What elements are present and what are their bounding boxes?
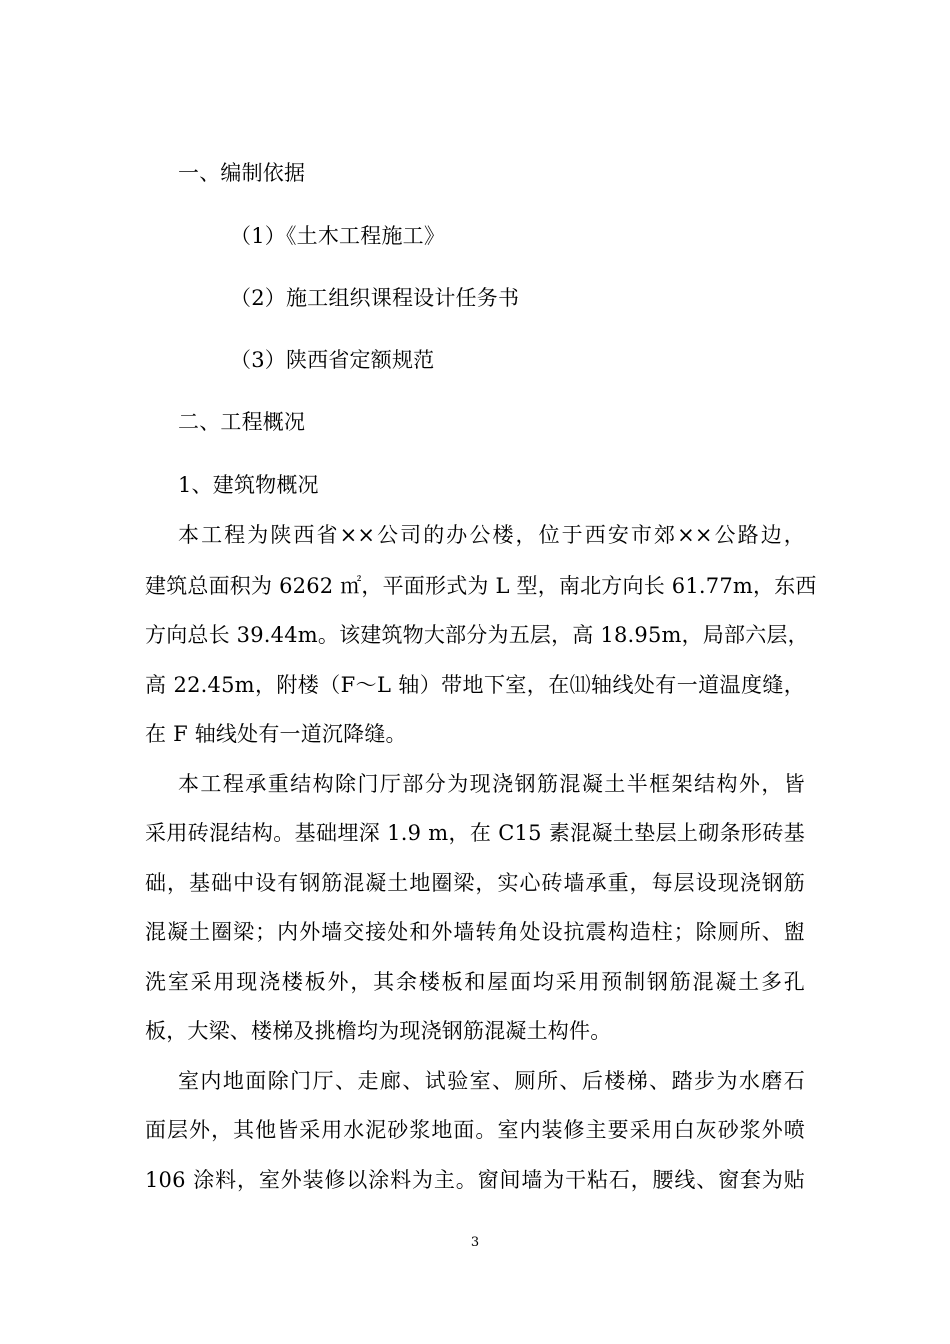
paragraph2-line: 混凝土圈梁；内外墙交接处和外墙转角处设抗震构造柱；除厕所、盥 xyxy=(145,920,805,944)
paragraph1-line: 高 22.45m，附楼（F～L 轴）带地下室，在⑾轴线处有一道温度缝， xyxy=(145,673,805,697)
basis-item-3: （3）陕西省定额规范 xyxy=(230,348,435,372)
section-heading-overview: 二、工程概况 xyxy=(178,410,306,434)
section-heading-basis: 一、编制依据 xyxy=(178,161,306,185)
paragraph3-line: 室内地面除门厅、走廊、试验室、厕所、后楼梯、踏步为水磨石 xyxy=(178,1069,805,1093)
paragraph1-line: 在 F 轴线处有一道沉降缝。 xyxy=(145,722,407,746)
paragraph2-line: 板，大梁、楼梯及挑檐均为现浇钢筋混凝土构件。 xyxy=(145,1019,612,1043)
subsection-heading-building: 1、建筑物概况 xyxy=(178,473,319,497)
paragraph1-line: 建筑总面积为 6262 ㎡，平面形式为 L 型，南北方向长 61.77m，东西 xyxy=(145,574,817,598)
paragraph2-line: 本工程承重结构除门厅部分为现浇钢筋混凝土半框架结构外，皆 xyxy=(178,772,805,796)
paragraph1-line: 方向总长 39.44m。该建筑物大部分为五层，高 18.95m，局部六层， xyxy=(145,623,809,647)
paragraph3-line: 面层外，其他皆采用水泥砂浆地面。室内装修主要采用白灰砂浆外喷 xyxy=(145,1118,805,1142)
basis-item-2: （2）施工组织课程设计任务书 xyxy=(230,286,520,310)
paragraph2-line: 采用砖混结构。基础埋深 1.9 m，在 C15 素混凝土垫层上砌条形砖基 xyxy=(145,821,805,845)
paragraph2-line: 础，基础中设有钢筋混凝土地圈梁，实心砖墙承重，每层设现浇钢筋 xyxy=(145,871,805,895)
page-number: 3 xyxy=(470,1235,480,1250)
paragraph3-line: 106 涂料，室外装修以涂料为主。窗间墙为干粘石，腰线、窗套为贴 xyxy=(145,1168,805,1192)
paragraph1-line: 本工程为陕西省××公司的办公楼，位于西安市郊××公路边， xyxy=(178,523,805,547)
paragraph2-line: 洗室采用现浇楼板外，其余楼板和屋面均采用预制钢筋混凝土多孔 xyxy=(145,970,805,994)
basis-item-1: （1）《土木工程施工》 xyxy=(230,224,446,248)
